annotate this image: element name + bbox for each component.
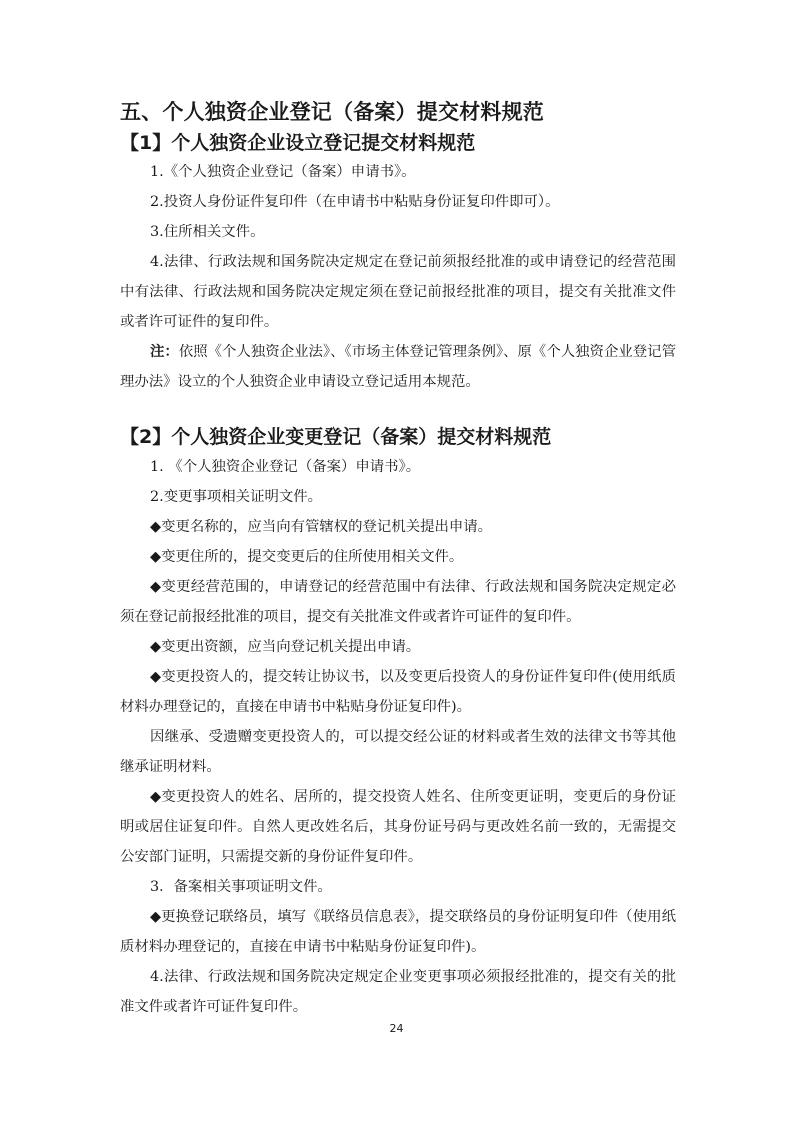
part2-item-2: 2.变更事项相关证明文件。 [150, 489, 323, 505]
part1-body [120, 157, 676, 397]
part2-heading: 【2】个人独资企业变更登记（备案）提交材料规范 [120, 426, 552, 448]
part1-item-1: 1.《个人独资企业登记（备案）申请书》。 [150, 164, 416, 180]
part2-item-5: ◆变更经营范围的，申请登记的经营范围中有法律、行政法规和国务院决定规定必须在登记前报经批准的项目，提交有关批准文件或者许可证件的复印件。 [120, 579, 676, 625]
part1-item-4: 4.法律、行政法规和国务院决定规定在登记前须报经批准的或申请登记的经营范围中有法律、行政法规和国务院决定规定须在登记前报经批准的项目，提交有关批准文件或者许可证件的复印件。 [120, 254, 676, 330]
part2-item-6: ◆变更出资额，应当向登记机关提出申请。 [150, 639, 421, 655]
part2-item-7: ◆变更投资人的，提交转让协议书，以及变更后投资人的身份证件复印件(使用纸质材料办理登记的，直接在申请书中粘贴身份证复印件)。 [120, 669, 676, 715]
part1-item-2: 2.投资人身份证件复印件（在申请书中粘贴身份证复印件即可）。 [150, 194, 560, 210]
note-text: 依照《个人独资企业法》、《市场主体登记管理条例》、原《个人独资企业登记管理办法》设立的个人独资企业申请设立登记适用本规范。 [120, 344, 676, 390]
part2-item-1: 1. 《个人独资企业登记（备案）申请书》。 [150, 459, 421, 475]
part2-item-3: ◆变更名称的，应当向有管辖权的登记机关提出申请。 [150, 519, 493, 535]
part2-item-11: ◆更换登记联络员，填写《联络员信息表》，提交联络员的身份证明复印件（使用纸质材料办理登记的，直接在申请书中粘贴身份证复印件)。 [120, 909, 676, 955]
part2-item-4: ◆变更住所的，提交变更后的住所使用相关文件。 [150, 549, 464, 565]
section-title: 五、个人独资企业登记（备案）提交材料规范 [120, 100, 544, 124]
note-label: 注： [150, 343, 179, 360]
part1-note [120, 337, 676, 397]
part2-body [120, 452, 676, 1022]
part2-item-9: ◆变更投资人的姓名、居所的，提交投资人姓名、住所变更证明，变更后的身份证明或居住证复印件。自然人更改姓名后，其身份证号码与更改姓名前一致的，无需提交公安部门证明，只需提交新的身份证件复印件。 [120, 789, 676, 865]
part2-item-10: 3．备案相关事项证明文件。 [150, 879, 332, 895]
part1-item-3: 3.住所相关文件。 [150, 224, 265, 240]
part2-item-8: 因继承、受遗赠变更投资人的，可以提交经公证的材料或者生效的法律文书等其他继承证明材料。 [120, 729, 676, 775]
part2-item-12: 4.法律、行政法规和国务院决定规定企业变更事项必须报经批准的，提交有关的批准文件或者许可证件复印件。 [120, 969, 676, 1015]
part1-heading: 【1】个人独资企业设立登记提交材料规范 [120, 132, 476, 154]
page-number: 24 [389, 1022, 404, 1035]
